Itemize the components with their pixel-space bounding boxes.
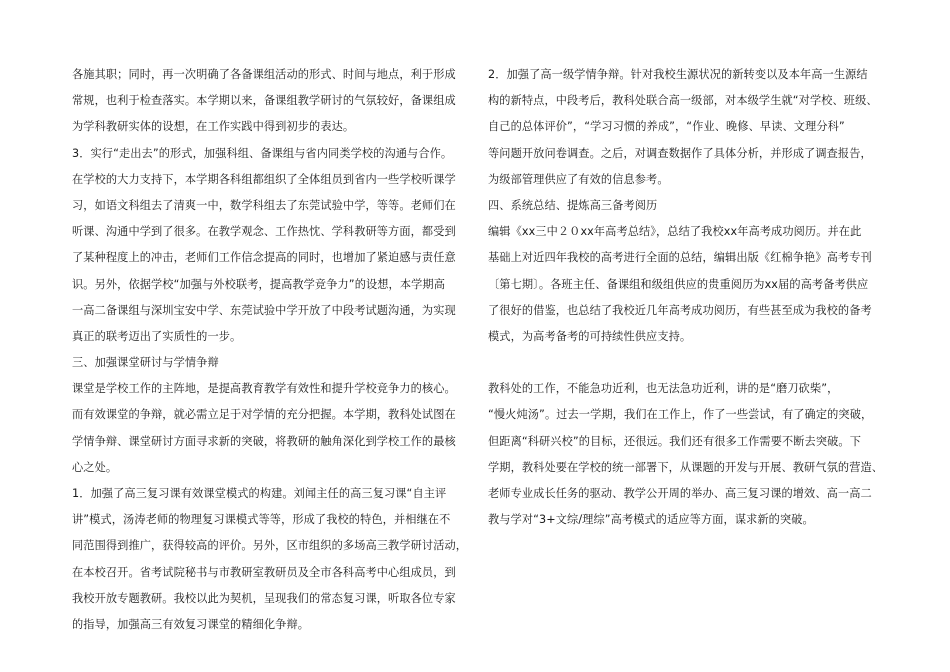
text-line: 课堂是学校工作的主阵地，是提高教育教学有效性和提升学校竞争力的核心。 <box>72 382 456 396</box>
right-column <box>488 62 884 533</box>
left-column <box>72 62 467 638</box>
text-line: 1．加强了高三复习课有效课堂模式的构建。刘闻主任的高三复习课“自主评 <box>72 487 447 500</box>
text-line: 在学校的大力支持下，本学期各科组都组织了全体组员到省内一些学校听课学 <box>72 172 456 186</box>
text-line: 但距离“科研兴校”的目标，还很远。我们还有很多工作需要不断去突破。下 <box>488 434 861 448</box>
text-line: 四、系统总结、提炼高三备考阅历 <box>488 198 658 212</box>
text-line: 学情争辩、课堂研讨方面寻求新的突破，将教研的触角深化到学校工作的最核 <box>72 434 456 448</box>
text-line: 3．实行“走出去”的形式，加强科组、备课组与省内同类学校的沟通与合作。 <box>72 146 453 160</box>
text-line: 真正的联考迈出了实质性的一步。 <box>72 329 242 343</box>
text-line: 2．加强了高一级学情争辩。针对我校生源状况的新转变以及本年高一生源结 <box>488 68 868 81</box>
text-line: 模式，为高考备考的可持续性供应支持。 <box>488 329 692 343</box>
text-line: 老师专业成长任务的驱动、教学公开周的举办、高三复习课的增效、高一高二 <box>488 487 872 500</box>
text-line: 学期，教科处要在学校的统一部署下，从课题的开发与开展、教研气氛的营造、 <box>488 460 884 474</box>
text-line: 讲”模式，汤涛老师的物理复习课模式等等，形成了我校的特色，并相继在不 <box>72 513 451 527</box>
text-line: 教科处的工作，不能急功近利，也无法急功近利，讲的是“磨刀砍柴”， <box>488 382 839 396</box>
text-line: 我校开放专题教研。我校以此为契机，呈现我们的常态复习课，听取各位专家 <box>72 591 456 605</box>
text-line: 在本校召开。省考试院秘书与市教研室教研员及全市各科高考中心组成员，到 <box>72 565 456 579</box>
text-line: 为级部管理供应了有效的信息参考。 <box>488 172 669 186</box>
text-line: 等问题开放问卷调查。之后，对调查数据作了具体分析，并形成了调查报告， <box>488 146 872 160</box>
text-line: 心之处。 <box>72 460 118 474</box>
text-line: 教与学对“3+文综/理综”高考模式的适应等方面，谋求新的突破。 <box>488 513 814 527</box>
text-line: 而有效课堂的争辩，就必需立足于对学情的充分把握。本学期，教科处试图在 <box>72 408 456 422</box>
text-line: 常规，也利于检查落实。本学期以来，备课组教学研讨的气氛较好，备课组成 <box>72 94 456 108</box>
text-line: “慢火炖汤”。过去一学期，我们在工作上，作了一些尝试，有了确定的突破， <box>488 408 873 422</box>
text-line: 自己的总体评价”，“学习习惯的养成”，“作业、晚修、早读、文理分科” <box>488 120 845 134</box>
text-line: 同范围得到推广，获得较高的评价。另外，区市组织的多场高三教学研讨活动， <box>72 539 468 553</box>
text-line: 基础上对近四年我校的高考进行全面的总结，编辑出版《红棉争艳》高考专刊 <box>488 251 872 265</box>
text-line: 了很好的借鉴，也总结了我校近几年高考成功阅历，有些甚至成为我校的备考 <box>488 303 872 317</box>
text-line: 识。另外，依据学校“加强与外校联考，提高教学竞争力”的设想，本学期高 <box>72 277 445 291</box>
text-line: 听课、沟通中学到了很多。在教学观念、工作热忱、学科教研等方面，都受到 <box>72 225 456 239</box>
text-line: 的指导，加强高三有效复习课堂的精细化争辩。 <box>72 617 310 631</box>
text-line: 三、加强课堂研讨与学情争辩 <box>72 356 219 370</box>
text-line: 习，如语文科组去了清爽一中，数学科组去了东莞试验中学，等等。老师们在 <box>72 198 456 212</box>
text-line: 编辑《xx三中２０xx年高考总结》，总结了我校xx年高考成功阅历。并在此 <box>488 225 862 239</box>
text-line: 为学科教研实体的设想，在工作实践中得到初步的表达。 <box>72 120 355 134</box>
text-line: 一高二备课组与深圳宝安中学、东莞试验中学开放了中段考试题沟通，为实现 <box>72 303 456 317</box>
text-line: 〔第七期〕。各班主任、备课组和级组供应的贵重阅历为xx届的高考备考供应 <box>488 277 869 291</box>
text-line <box>488 350 880 376</box>
text-line: 了某种程度上的冲击，老师们工作信念提高的同时，也增加了紧迫感与责任意 <box>72 251 456 265</box>
text-line: 构的新特点，中段考后，教科处联合高一级部，对本级学生就“对学校、班级、 <box>488 94 878 108</box>
text-line: 各施其职；同时，再一次明确了各备课组活动的形式、时间与地点，利于形成 <box>72 68 456 81</box>
